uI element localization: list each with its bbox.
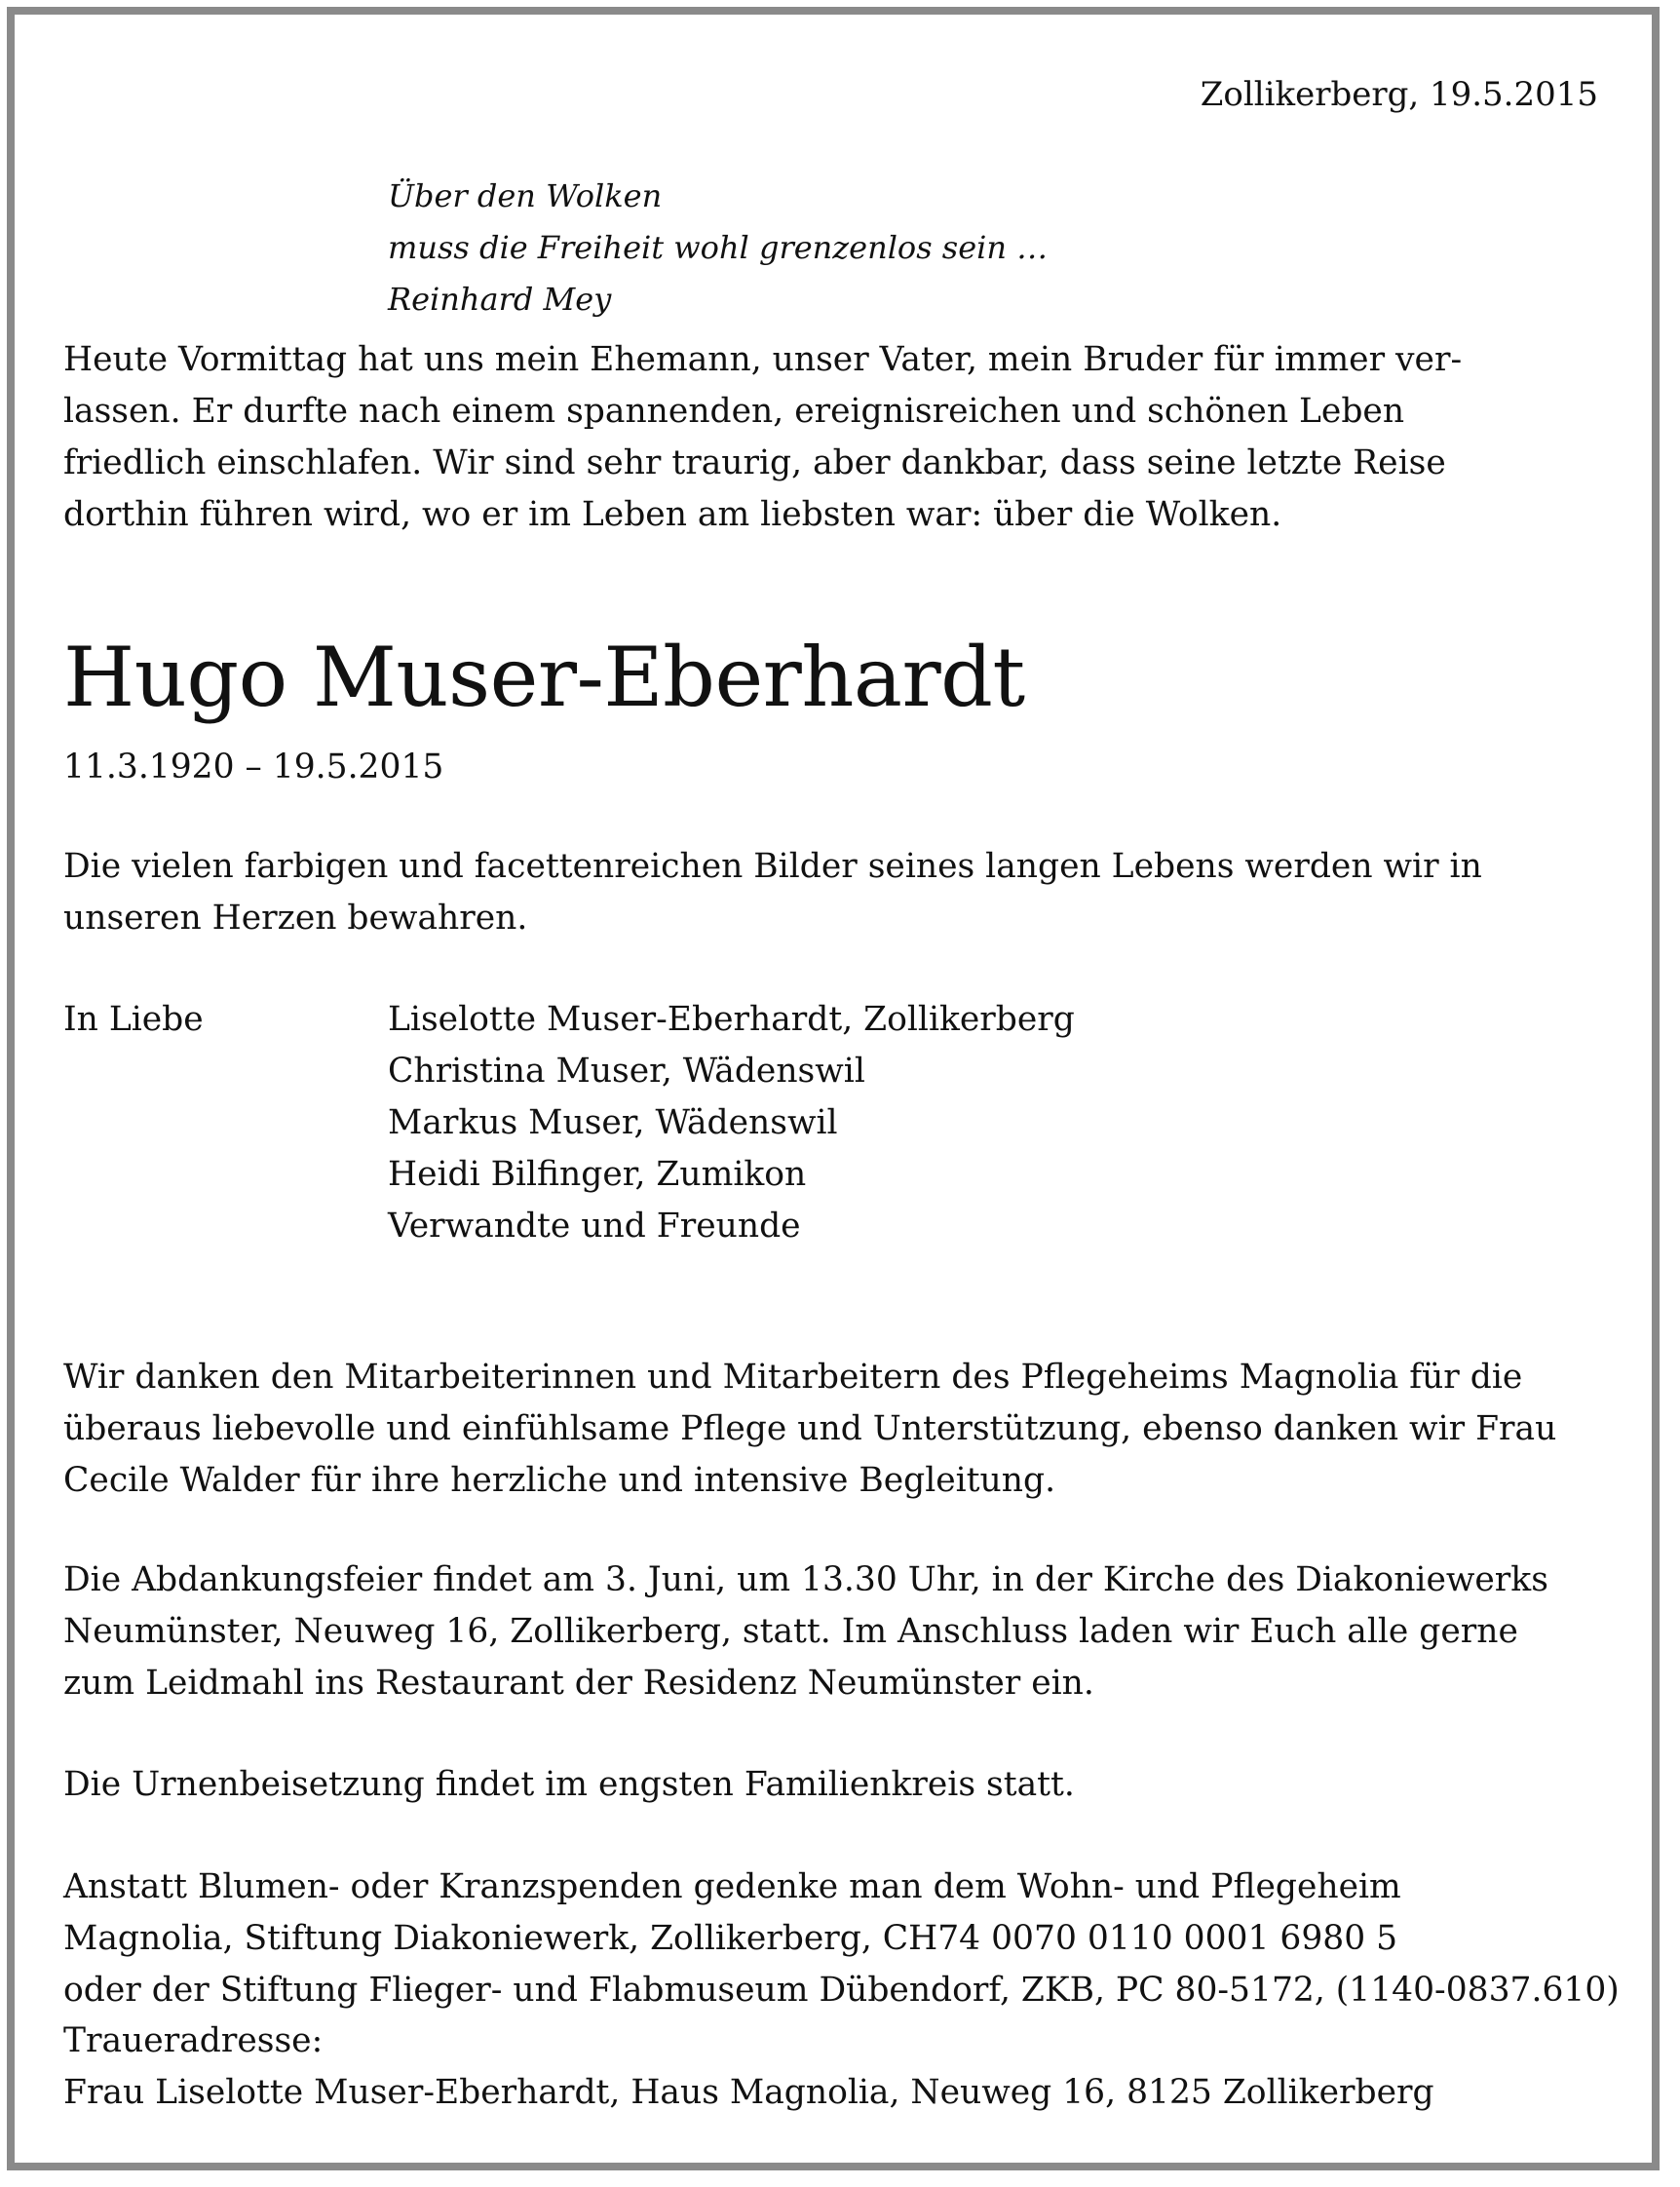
mourner-name: Heidi Bilfinger, Zumikon: [388, 1155, 807, 1194]
epigraph-quote: [388, 171, 1048, 326]
paragraph-line: überaus liebevolle und einfühlsame Pflege und Unterstützung, ebenso danken wir Frau: [63, 1409, 1557, 1448]
paragraph-line: oder der Stiftung Flieger- und Flabmuseum Dübendorf, ZKB, PC 80-5172, (1140-0837.610): [63, 1971, 1620, 2010]
paragraph-line: dorthin führen wird, wo er im Leben am liebsten war: über die Wolken.: [63, 495, 1282, 534]
paragraph-line: friedlich einschlafen. Wir sind sehr traurig, aber dankbar, dass seine letzte Reise: [63, 443, 1446, 482]
intro-paragraph: [63, 334, 1462, 541]
mourners-list: [388, 994, 1075, 1252]
address-line: Frau Liselotte Muser-Eberhardt, Haus Magnolia, Neuweg 16, 8125 Zollikerberg: [63, 2073, 1434, 2112]
ceremony-paragraph: [63, 1554, 1548, 1709]
mourner-name: Christina Muser, Wädenswil: [388, 1052, 865, 1091]
paragraph-line: Heute Vormittag hat uns mein Ehemann, unser Vater, mein Bruder für immer ver-: [63, 340, 1463, 379]
deceased-name: Hugo Muser-Eberhardt: [63, 630, 1025, 725]
paragraph-line: lassen. Er durfte nach einem spannenden, ereignisreichen und schönen Leben: [63, 392, 1405, 431]
paragraph-line: Magnolia, Stiftung Diakoniewerk, Zollikerberg, CH74 0070 0110 0001 6980 5: [63, 1919, 1398, 1958]
paragraph-line: Neumünster, Neuweg 16, Zollikerberg, statt. Im Anschluss laden wir Euch alle gerne: [63, 1612, 1518, 1651]
mourners-label: In Liebe: [63, 1000, 204, 1039]
mourner-name: Markus Muser, Wädenswil: [388, 1103, 838, 1142]
thanks-paragraph: [63, 1352, 1556, 1507]
burial-paragraph: [63, 1759, 1075, 1811]
paragraph-line: Anstatt Blumen- oder Kranzspenden gedenke man dem Wohn- und Pflegeheim: [63, 1867, 1401, 1906]
paragraph-line: Die Abdankungsfeier findet am 3. Juni, um 13.30 Uhr, in der Kirche des Diakoniewerks: [63, 1560, 1548, 1599]
memories-paragraph: [63, 841, 1482, 944]
deceased-lifespan: 11.3.1920 – 19.5.2015: [63, 748, 444, 787]
paragraph-line: Cecile Walder für ihre herzliche und intensive Begleitung.: [63, 1461, 1056, 1500]
quote-author: Reinhard Mey: [388, 281, 612, 318]
paragraph-line: zum Leidmahl ins Restaurant der Residenz Neumünster ein.: [63, 1664, 1094, 1703]
obituary-frame: [7, 7, 1660, 2170]
mourning-address: [63, 2015, 1434, 2119]
quote-line: muss die Freiheit wohl grenzenlos sein …: [388, 229, 1049, 266]
quote-line: Über den Wolken: [388, 177, 663, 214]
donations-paragraph: [63, 1861, 1620, 2016]
obituary-content: [15, 15, 1652, 2163]
paragraph-line: unseren Herzen bewahren.: [63, 899, 528, 938]
paragraph-line: Die Urnenbeisetzung findet im engsten Familienkreis statt.: [63, 1765, 1075, 1804]
mourner-name: Verwandte und Freunde: [388, 1207, 801, 1246]
address-label: Traueradresse:: [63, 2021, 324, 2060]
mourner-name: Liselotte Muser-Eberhardt, Zollikerberg: [388, 1000, 1075, 1039]
dateline: Zollikerberg, 19.5.2015: [1200, 75, 1598, 114]
paragraph-line: Wir danken den Mitarbeiterinnen und Mitarbeitern des Pflegeheims Magnolia für die: [63, 1358, 1523, 1397]
paragraph-line: Die vielen farbigen und facettenreichen Bilder seines langen Lebens werden wir in: [63, 847, 1482, 886]
